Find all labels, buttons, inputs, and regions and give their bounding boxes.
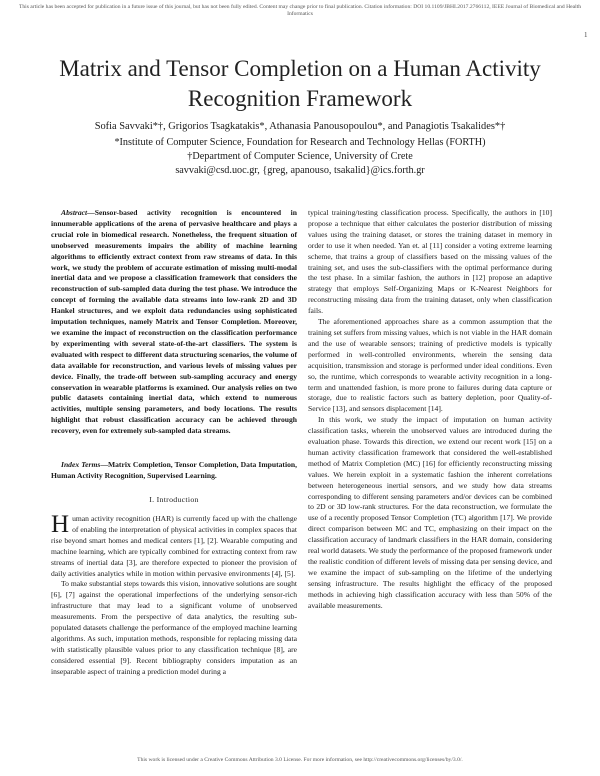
index-terms-label: Index Terms — [61, 460, 101, 469]
abstract-label: Abstract — [61, 208, 88, 217]
introduction-left-column — [51, 511, 297, 678]
abstract-text: —Sensor-based activity recognition is encountered in innumerable applications of the arena of pervasive healthcare and plays a crucial role in biomedical research. Nonetheless, the frequent situation of unobserved measurements impairs the ability of machine learning algorithms to efficiently extract context from raw streams of data. In this work, we study the problem of accurate estimation of missing multi-modal inertial data and we propose a classification framework that considers the reconstruction of sub-sampled data during the test phase. We introduce the concept of forming the available data streams into low-rank 2D and 3D Hankel structures, and we exploit data redundancies using sophisticated imputation techniques, namely Matrix and Tensor Completion. Moreover, we examine the impact of reconstruction on the classification performance by experimenting with several state-of-the-art classifiers. The system is evaluated with respect to different data structuring scenarios, the volume of data available for reconstruction, and various levels of missing values per device. Finally, the trade-off between sub-sampling accuracy and energy conservation in wearable platforms is examined. Our analysis relies on two public datasets containing inertial data, which extend to numerous activities, multiple sensing parameters, and body locations. The results highlight that robust classification accuracy can be achieved through recovery, even for extremely sub-sampled data streams. — [51, 208, 297, 436]
right-paragraph-3: In this work, we study the impact of imputation on human activity classification tasks, wherein the unobserved values are introduced during the evaluation phase. Towards this direction, we extend our recent work [15] on a human activity classification framework that considered the well-established method of Matrix Completion (MC) [16] for efficiently reconstructing missing values. We herein exploit in a systematic fashion the inherent correlations between heterogeneous inertial sensors, and we study how data streams corresponding to different sensing parameters and/or devices can be combined to 2D or 3D low-rank structures. For the data reconstruction, we formulate the use of a recently proposed Tensor Completion (TC) algorithm [17]. We provide direct comparison between MC and TC, emphasizing on their impact on the classification accuracy of landmark classifiers in the HAR domain, considering real world datasets. We study the performance of the proposed framework under the realistic condition of different levels of missing data per sensing device, and we examine the impact of sub-sampling on the lifetime of the underlying sensing infrastructure. The results highlight the efficacy of the proposed methods in achieving high classification accuracy with less than 50% of the available measurements. — [308, 415, 552, 610]
right-paragraph-2: The aforementioned approaches share as a common assumption that the training set suffers from missing values, which is not viable in the HAR domain and the use of wearable sensors; training of predictive models is typically performed in well-controlled environments, wherein the sensing data acquisition, transmission and storage is performed under ideal conditions. Even so, the runtime, which corresponds to wearable activity recognition in a long-term and unattended fashion, is more prone to failures during data capture or storage, due to realistic factors such as battery depletion, poor Quality-of-Service [13], and sensors displacement [14]. — [308, 317, 552, 414]
affiliation-crete: †Department of Computer Science, University of Crete — [187, 151, 413, 162]
author-list: Sofia Savvaki*†, Grigorios Tsagkatakis*, Athanasia Panousopoulou*, and Panagiotis Tsakalides*† — [94, 121, 506, 132]
drop-cap: H — [51, 511, 70, 538]
journal-header: This article has been accepted for publication in a future issue of this journal, but has not been fully edited. Content may change prior to final publication. Citation information: DOI 10.1109/JBHI.2017.2766112, IEEE Journal of Biomedical and Health Informatics — [18, 4, 582, 18]
abstract — [51, 208, 297, 437]
page-number: 1 — [584, 31, 588, 39]
affiliation-forth: *Institute of Computer Science, Foundation for Research and Technology Hellas (FORTH) — [114, 137, 486, 148]
author-emails: savvaki@csd.uoc.gr, {greg, apanouso, tsakalid}@ics.forth.gr — [175, 165, 425, 176]
section-heading-introduction: I. Introduction — [149, 495, 199, 504]
intro-paragraph-2: To make substantial steps towards this vision, innovative solutions are sought [6], [7] against the operational imperfections of the underlying sensor-rich infrastructure that may lead to a significant volume of unobserved measurements. From the perspective of data analytics, the resulting sub-populated datasets challenge the performance of the employed machine learning algorithms. As such, imputation methods, responsible for replacing missing data with statistically plausible values prior to any classification technique [8], are considered essential [9]. Recent bibliography considers imputation as an inseparable aspect of training a prediction model during a — [51, 579, 297, 676]
index-terms-text: —Matrix Completion, Tensor Completion, Data Imputation, Human Activity Recognition, Supervised Learning. — [51, 460, 297, 480]
right-column — [308, 208, 552, 612]
paper-title: Matrix and Tensor Completion on a Human Activity Recognition Framework — [59, 56, 541, 111]
index-terms — [51, 460, 297, 482]
right-paragraph-1: typical training/testing classification process. Specifically, the authors in [10] propose a technique that either calculates the posterior distribution of missing values using the training dataset, or stores the training dataset in memory in order to use it when needed. Yan et. al [11] consider a voting extreme learning scheme, that trains a group of classifiers based on the missing values of the training set, and uses the sub-classifiers with the optimal performance during the test phase. In a similar fashion, the authors in [12] propose an adaptive strategy that employs Self-Organizing Maps or K-Nearest Neighbors for reconstructing missing data from the training dataset, only when classification fails. — [308, 208, 552, 316]
intro-paragraph-1: uman activity recognition (HAR) is currently faced up with the challenge of enabling the interpretation of physical activities in complex spaces that rise beyond smart homes and medical centers [1], [2]. Wearable computing and machine learning, which are typically combined for extracting context from raw streams of inertial data [3], are therefore expected to pioneer the provision of daily activities analytics while in motion within pervasive environments [4], [5]. — [51, 514, 297, 578]
license-footer: This work is licensed under a Creative Commons Attribution 3.0 License. For more information, see http://creativecommons.org/licenses/by/3.0/. — [137, 757, 463, 763]
